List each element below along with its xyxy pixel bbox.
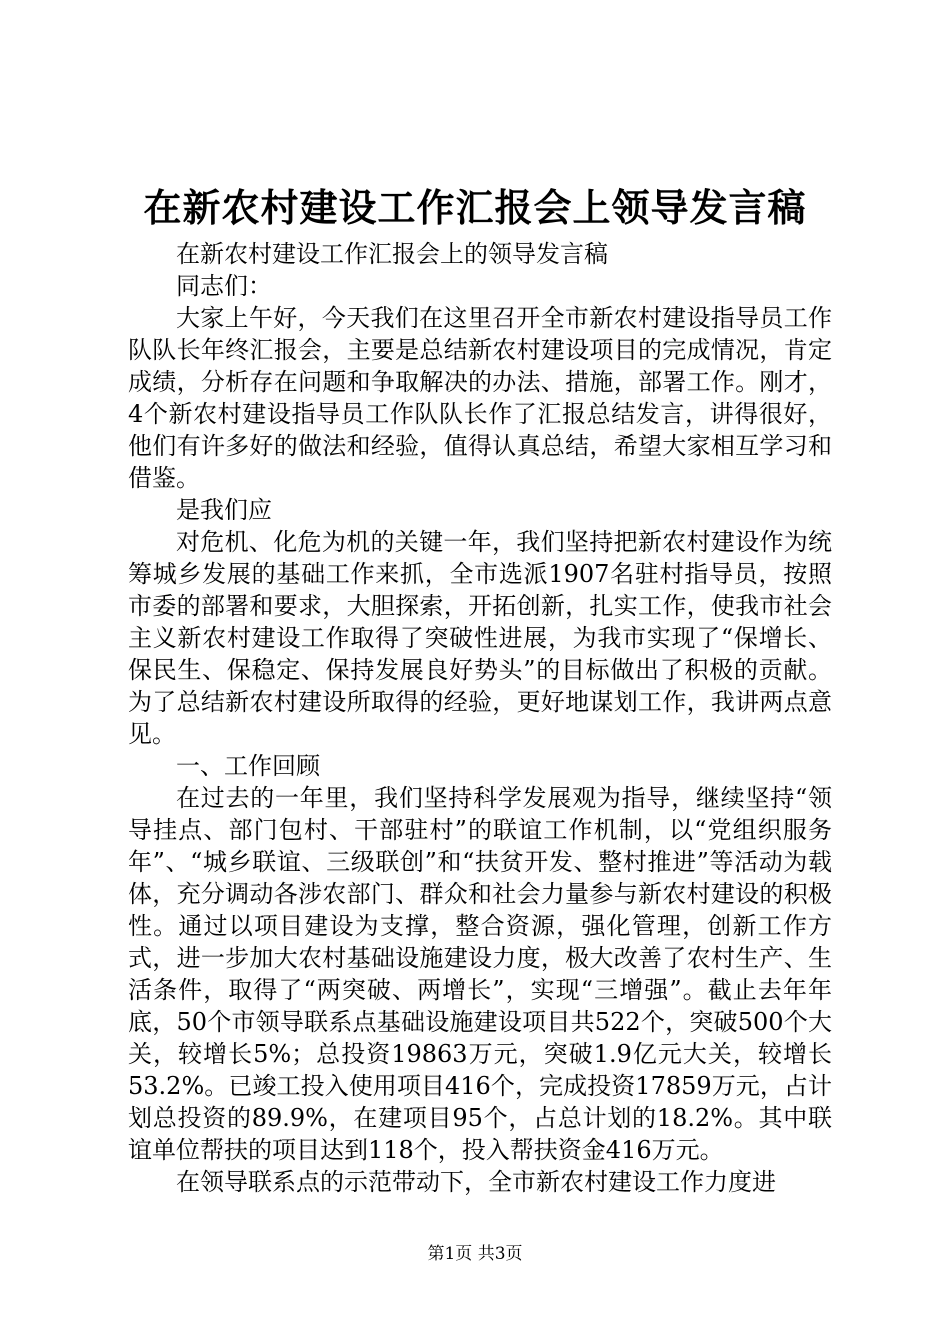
section-heading: 一、工作回顾: [176, 752, 320, 780]
page-footer: 第1页 共3页: [427, 1244, 523, 1264]
body-paragraph: 大家上午好，今天我们在这里召开全市新农村建设指导员工作队队长年终汇报会，主要是总结新农村建设项目的完成情况，肯定成绩，分析存在问题和争取解决的办法、措施，部署工作。刚才，4个新农村建设指导员工作队队长作了汇报总结发言，讲得很好，他们有许多好的做法和经验，值得认真总结，希望大家相互学习和借鉴。: [128, 304, 832, 492]
body-paragraph: 在过去的一年里，我们坚持科学发展观为指导，继续坚持“领导挂点、部门包村、干部驻村”的联谊工作机制，以“党组织服务年”、“城乡联谊、三级联创”和“扶贫开发、整村推进”等活动为载体，充分调动各涉农部门、群众和社会力量参与新农村建设的积极性。通过以项目建设为支撑，整合资源，强化管理，创新工作方式，进一步加大农村基础设施建设力度，极大改善了农村生产、生活条件，取得了“两突破、两增长”，实现“三增强”。截止去年年底，50个市领导联系点基础设施建设项目共522个，突破500个大关，较增长5%；总投资19863万元，突破1.9亿元大关，较增长53.2%。已竣工投入使用项目416个，完成投资17859万元，占计划总投资的89.9%，在建项目95个，占总计划的18.2%。其中联谊单位帮扶的项目达到118个，投入帮扶资金416万元。: [128, 784, 832, 1164]
salutation-paragraph: 同志们：: [176, 272, 272, 300]
body-paragraph: 对危机、化危为机的关键一年，我们坚持把新农村建设作为统筹城乡发展的基础工作来抓，全市选派1907名驻村指导员，按照市委的部署和要求，大胆探索，开拓创新，扎实工作，使我市社会主义新农村建设工作取得了突破性进展，为我市实现了“保增长、保民生、保稳定、保持发展良好势头”的目标做出了积极的贡献。为了总结新农村建设所取得的经验，更好地谋划工作，我讲两点意见。: [128, 528, 832, 748]
body-paragraph: 在领导联系点的示范带动下，全市新农村建设工作力度进: [176, 1168, 776, 1196]
subtitle-paragraph: 在新农村建设工作汇报会上的领导发言稿: [176, 240, 608, 268]
document-title: 在新农村建设工作汇报会上领导发言稿: [143, 185, 807, 230]
document-body: [128, 238, 832, 1198]
body-paragraph: 是我们应: [176, 496, 272, 524]
